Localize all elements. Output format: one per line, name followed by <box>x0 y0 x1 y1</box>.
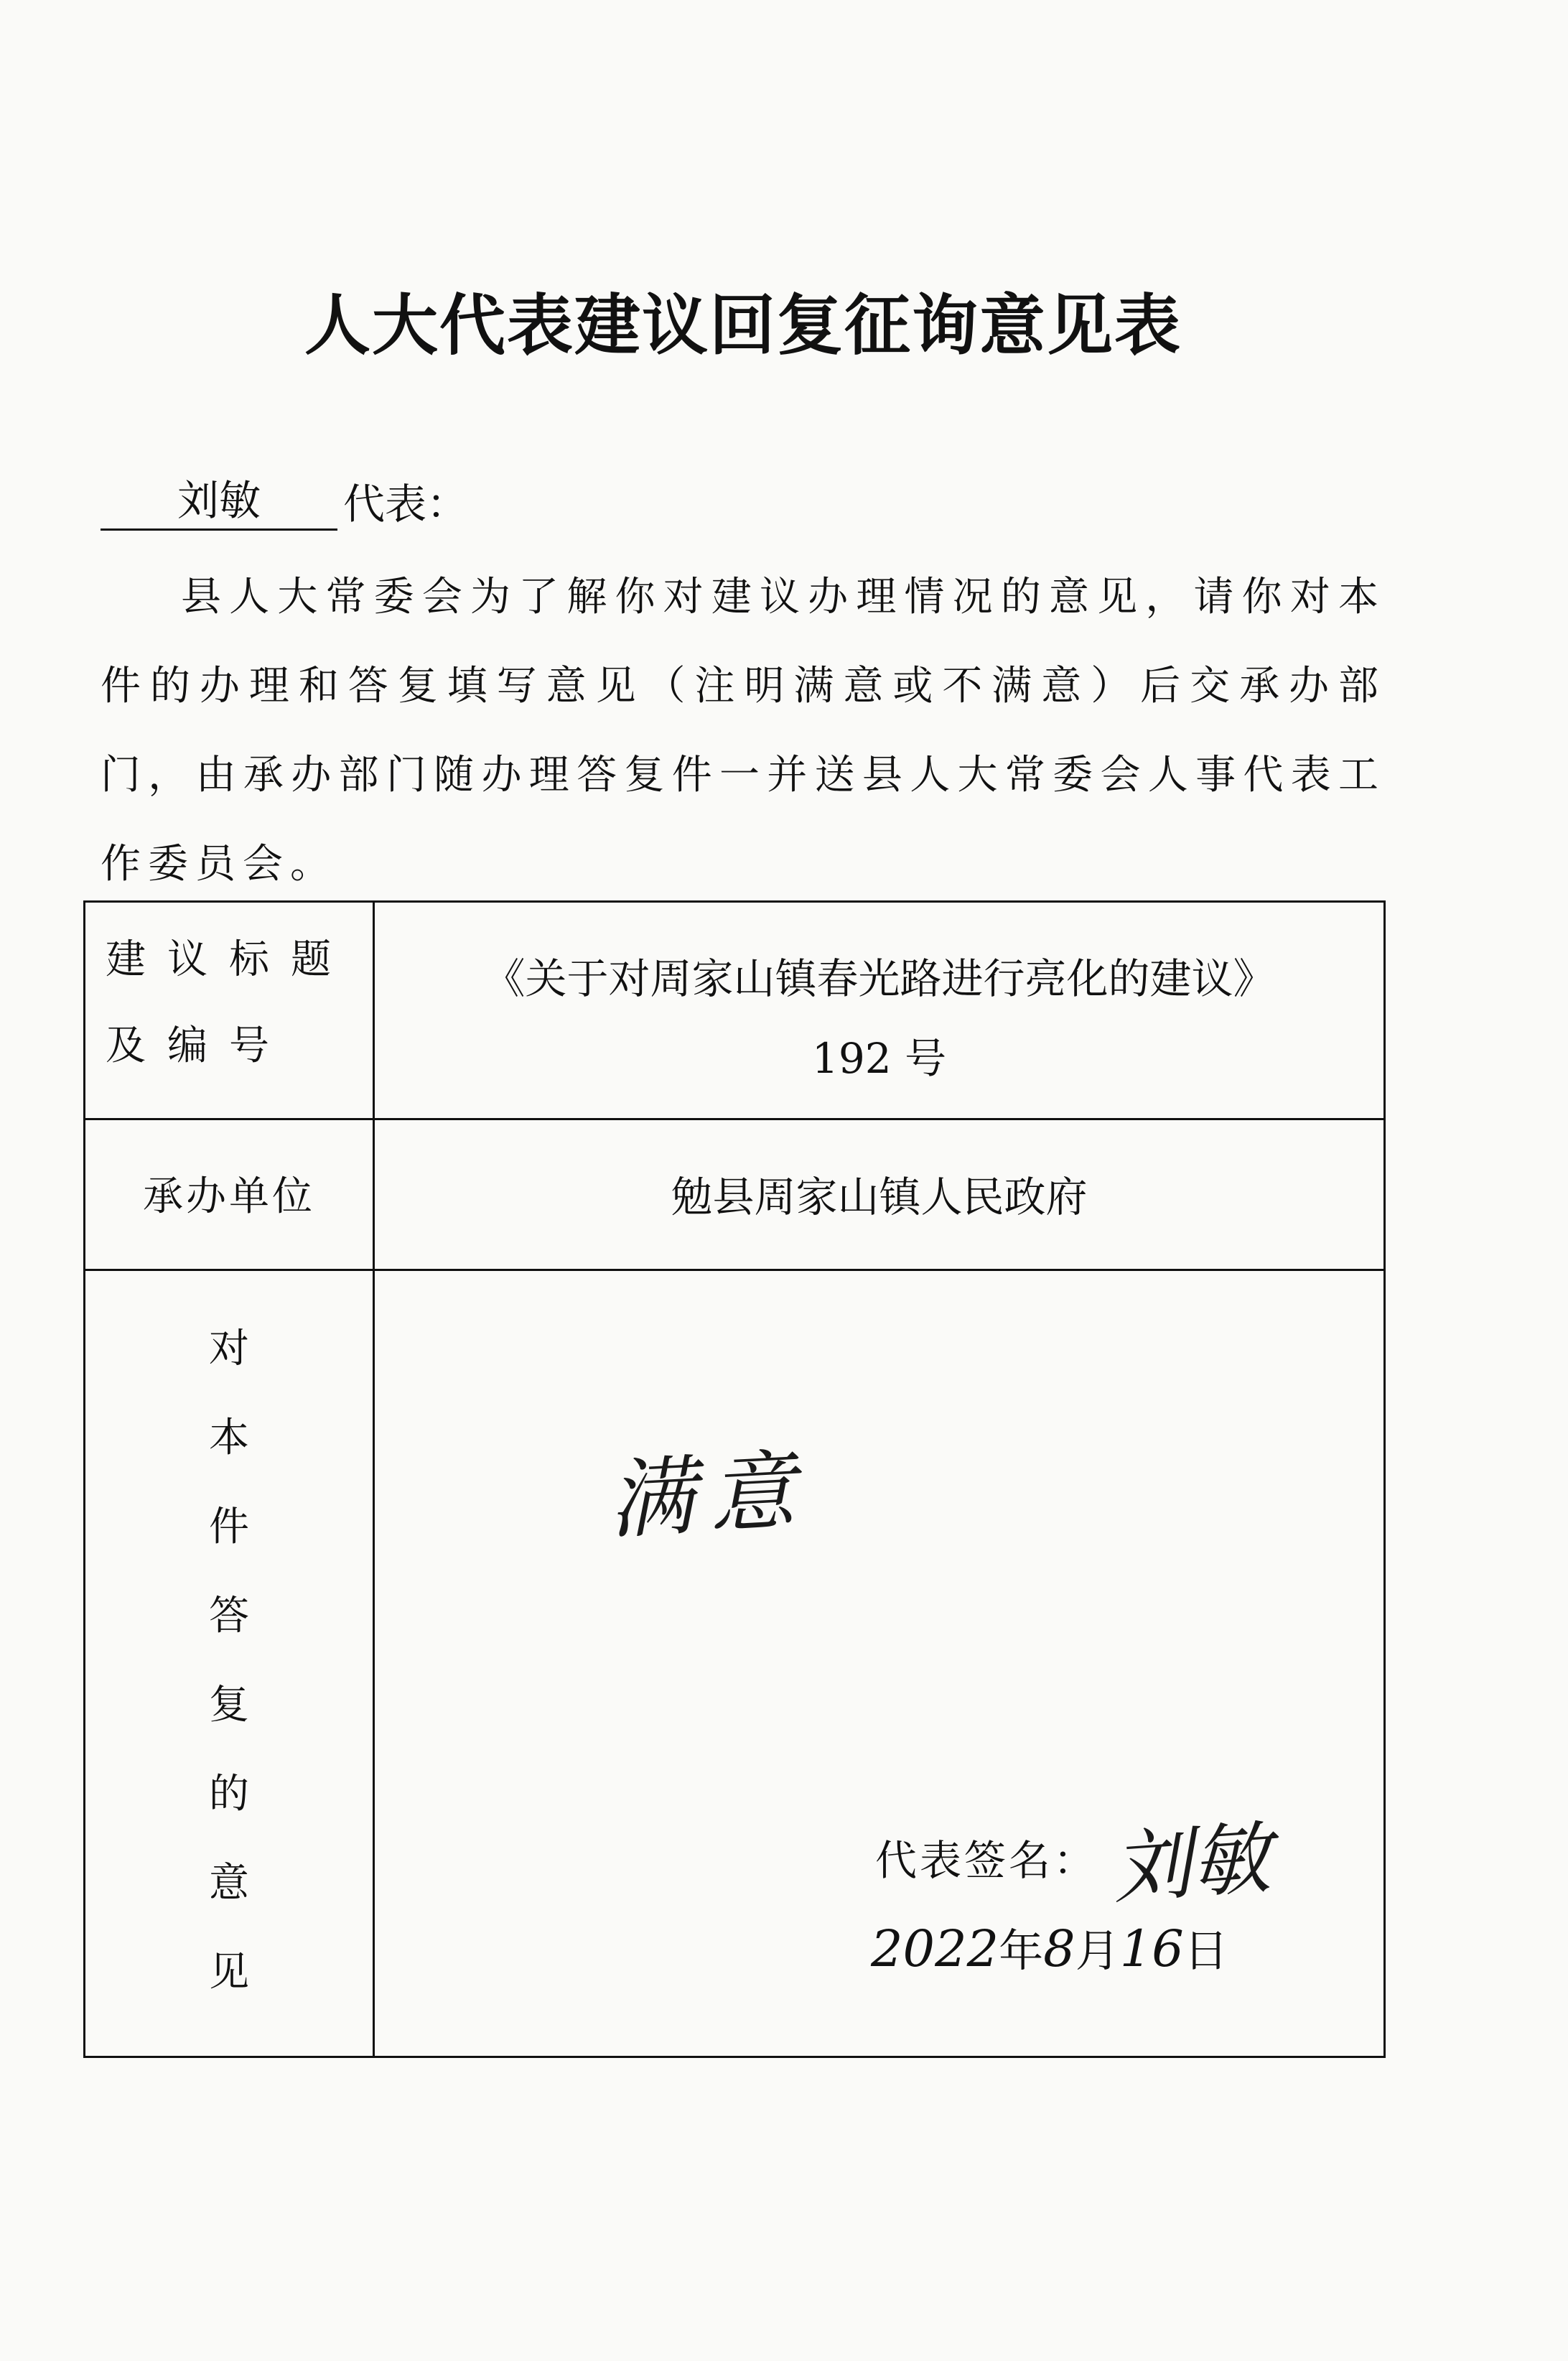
opinion-label <box>85 1305 373 2017</box>
date-day-unit: 日 <box>1183 1924 1228 1977</box>
opinion-label-char: 的 <box>209 1771 249 1817</box>
unit-label: 承办单位 <box>143 1173 315 1220</box>
opinion-form-table <box>83 900 1386 2058</box>
opinion-label-char: 本 <box>209 1415 249 1461</box>
date-month-unit: 月 <box>1075 1924 1120 1977</box>
opinion-label-char: 对 <box>209 1326 249 1372</box>
date-month: 8 <box>1043 1919 1075 1978</box>
date-year-unit: 年 <box>999 1924 1044 1977</box>
opinion-label-char: 答 <box>209 1593 249 1639</box>
date-day: 16 <box>1119 1919 1184 1978</box>
opinion-label-char: 复 <box>209 1682 249 1728</box>
table-row-divider <box>85 1269 1383 1271</box>
document-title: 人大代表建议回复征询意见表 <box>304 287 1182 364</box>
topic-number: 192 号 <box>811 1034 947 1083</box>
opinion-label-char: 见 <box>209 1949 249 1996</box>
date-year: 2022 <box>871 1919 999 1978</box>
signature-row <box>875 1800 1274 1915</box>
topic-label <box>85 917 373 1089</box>
topic-title: 《关于对周家山镇春光路进行亮化的建议》 <box>483 954 1275 1003</box>
signature-date <box>871 1915 1228 1979</box>
salutation-suffix: 代表： <box>343 480 469 528</box>
signature-label: 代表签名： <box>875 1836 1098 1885</box>
opinion-label-char: 件 <box>209 1504 249 1550</box>
body-paragraph: 县人大常委会为了解你对建议办理情况的意见，请你对本件的办理和答复填写意见（注明满意或不满意）后交承办部门，由承办部门随办理答复件一并送县人大常委会人事代表工作委员会。 <box>101 574 1386 888</box>
unit-value: 勉县周家山镇人民政府 <box>671 1173 1088 1221</box>
opinion-label-char: 意 <box>209 1860 249 1906</box>
topic-label-line1: 建议标题 <box>106 936 353 983</box>
topic-label-line2: 及编号 <box>106 1023 291 1069</box>
handwritten-opinion: 满意 <box>606 1440 812 1552</box>
salutation <box>101 467 468 531</box>
representative-name: 刘敏 <box>101 467 337 531</box>
handwritten-signature: 刘敏 <box>1109 1812 1274 1915</box>
